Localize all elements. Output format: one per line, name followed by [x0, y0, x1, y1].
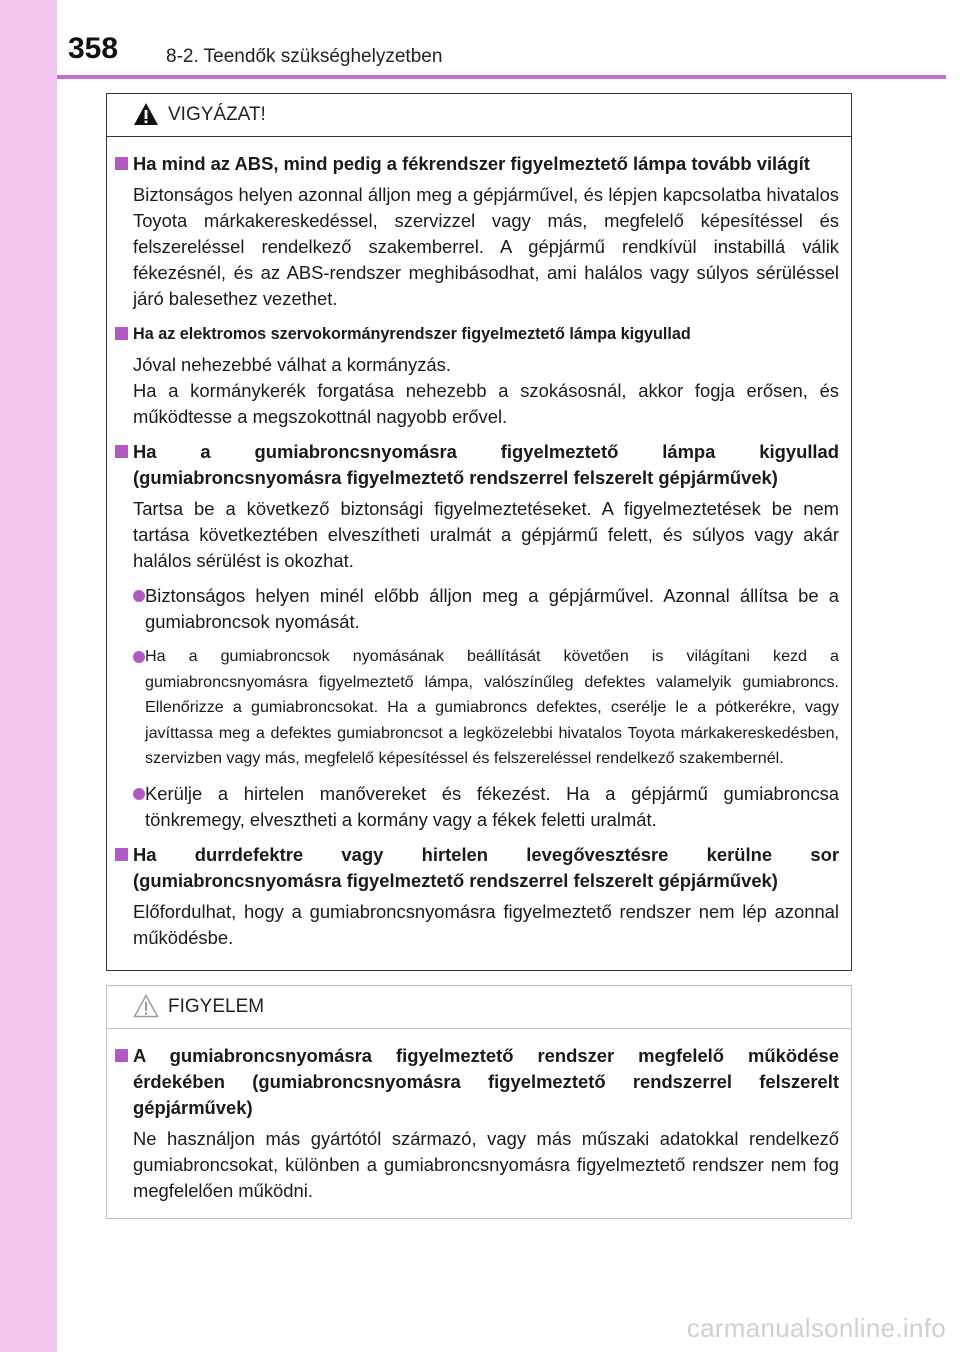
list-item: Ha a gumiabroncsok nyomásának beállítását követően is világítani kezd a gumiabroncsnyomásra figyelmeztető lámpa, valószínűleg defektes valamelyik gumiabroncs. Ellenőrizze a gumiabroncsokat. Ha a gumiabroncs defektes, cserélje le a pótkerékre, vagy javíttassa meg a defektes gumiabroncsot a legközelebbi hivatalos Toyota márkakereskedésben, szervizben vagy más, megfelelő képesítéssel és felszereléssel rendelkező szakembernél. — [115, 644, 839, 772]
page-number: 358 — [68, 32, 119, 65]
round-bullet-icon — [133, 788, 145, 800]
warning-triangle-filled-icon — [133, 102, 159, 126]
section-heading: Ha mind az ABS, mind pedig a fékrendszer figyelmeztető lámpa tovább világít — [115, 151, 839, 177]
square-bullet-icon — [115, 445, 128, 458]
warning-box-header — [107, 94, 851, 137]
section-paragraph: Tartsa be a következő biztonsági figyelmeztetéseket. A figyelmeztetések be nem tartása következtében elveszítheti uralmát a gépjármű felett, és súlyos vagy akár halálos sérülést is okozhat. — [133, 498, 839, 571]
section-title: 8-2. Teendők szükséghelyzetben — [166, 46, 443, 67]
side-color-band — [0, 0, 57, 1352]
section-heading: Ha a gumiabroncsnyomásra figyelmeztető lámpa kigyullad (gumiabroncsnyomásra figyelmeztető rendszerrel felszerelt gépjárművek) — [115, 439, 839, 491]
warning-box — [106, 93, 852, 971]
warning-box-content — [107, 137, 851, 951]
square-bullet-icon — [115, 327, 128, 340]
watermark: carmanualsonline.info — [686, 1313, 946, 1343]
notice-box-label: FIGYELEM — [168, 996, 265, 1017]
list-item: Kerülje a hirtelen manővereket és fékezést. Ha a gépjármű gumiabroncsa tönkremegy, elvesztheti a kormány vagy a fékek feletti uralmát. — [115, 781, 839, 833]
section-heading: Ha az elektromos szervokormányrendszer figyelmeztető lámpa kigyullad — [115, 321, 839, 347]
notice-box-content — [107, 1029, 851, 1204]
section-paragraph: Biztonságos helyen azonnal álljon meg a gépjárművel, és lépjen kapcsolatba hivatalos Toyota márkakereskedéssel, szervizzel vagy más, megfelelő képesítéssel és felszereléssel rendelkező szakemberrel. A gépjármű rendkívül instabillá válik fékezésnél, és az ABS-rendszer meghibásodhat, ami halálos vagy súlyos sérüléssel járó balesethez vezethet. — [133, 184, 839, 309]
section-paragraph: Előfordulhat, hogy a gumiabroncsnyomásra figyelmeztető rendszer nem lép azonnal működésbe. — [133, 900, 839, 948]
square-bullet-icon — [115, 848, 128, 861]
square-bullet-icon — [115, 157, 128, 170]
notice-box — [106, 985, 852, 1219]
square-bullet-icon — [115, 1049, 128, 1062]
warning-box-label: VIGYÁZAT! — [168, 104, 266, 125]
list-item: Biztonságos helyen minél előbb álljon meg a gépjárművel. Azonnal állítsa be a gumiabroncsok nyomását. — [115, 583, 839, 635]
section-paragraph: Ne használjon más gyártótól származó, vagy más műszaki adatokkal rendelkező gumiabroncsokat, különben a gumiabroncsnyomásra figyelmeztető rendszer nem fog megfelelően működni. — [133, 1128, 839, 1201]
round-bullet-icon — [133, 590, 145, 602]
section-heading: Ha durrdefektre vagy hirtelen levegővesztésre kerülne sor (gumiabroncsnyomásra figyelmeztető rendszerrel felszerelt gépjárművek) — [115, 842, 839, 894]
warning-triangle-outline-icon — [133, 994, 159, 1018]
section-heading: A gumiabroncsnyomásra figyelmeztető rendszer megfelelő működése érdekében (gumiabroncsnyomásra figyelmeztető rendszerrel felszerelt gépjárművek) — [115, 1043, 839, 1121]
notice-box-header — [107, 986, 851, 1029]
section-paragraph: Jóval nehezebbé válhat a kormányzás. Ha a kormánykerék forgatása nehezebb a szokásosnál, akkor fogja erősen, és működtesse a megszokottnál nagyobb erővel. — [133, 354, 839, 427]
header-divider — [57, 75, 946, 79]
round-bullet-icon — [133, 651, 145, 663]
